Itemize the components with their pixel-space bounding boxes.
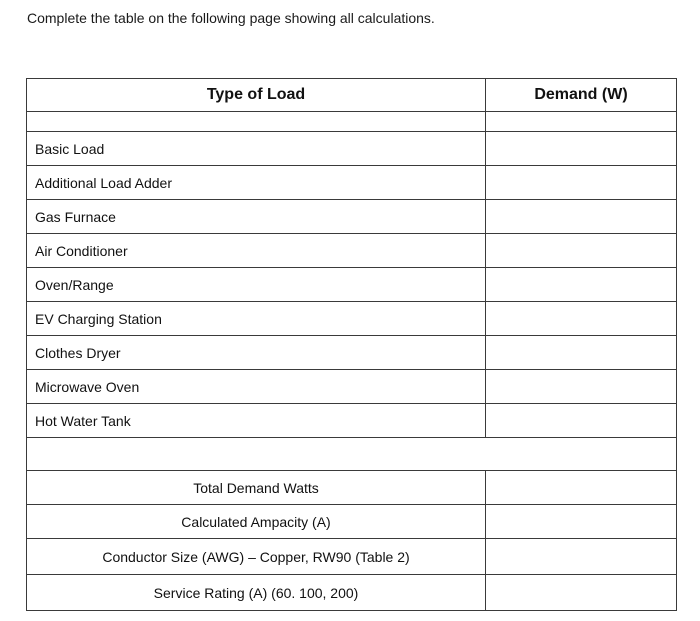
load-label: Basic Load (27, 132, 486, 166)
summary-input-cell[interactable] (486, 505, 677, 539)
type-of-load-header: Type of Load (27, 79, 486, 112)
blank-cell (27, 438, 677, 471)
spacer-cell (486, 112, 677, 132)
load-label: Oven/Range (27, 268, 486, 302)
load-label: Additional Load Adder (27, 166, 486, 200)
demand-input-cell[interactable] (486, 132, 677, 166)
summary-label: Conductor Size (AWG) – Copper, RW90 (Table 2) (27, 539, 486, 575)
load-label: Hot Water Tank (27, 404, 486, 438)
summary-input-cell[interactable] (486, 575, 677, 611)
spacer-cell (27, 112, 486, 132)
summary-row (27, 575, 677, 611)
load-label: EV Charging Station (27, 302, 486, 336)
instruction-text: Complete the table on the following page showing all calculations. (27, 10, 435, 26)
summary-label: Total Demand Watts (27, 471, 486, 505)
table-row (27, 132, 677, 166)
load-label: Gas Furnace (27, 200, 486, 234)
demand-header: Demand (W) (486, 79, 677, 112)
table-row (27, 370, 677, 404)
summary-row (27, 539, 677, 575)
table-row (27, 166, 677, 200)
demand-input-cell[interactable] (486, 404, 677, 438)
demand-input-cell[interactable] (486, 370, 677, 404)
demand-input-cell[interactable] (486, 166, 677, 200)
blank-row (27, 438, 677, 471)
table-row (27, 302, 677, 336)
table-row (27, 336, 677, 370)
load-label: Microwave Oven (27, 370, 486, 404)
spacer-row (27, 112, 677, 132)
table-row (27, 200, 677, 234)
summary-input-cell[interactable] (486, 539, 677, 575)
summary-row (27, 505, 677, 539)
table-header-row (27, 79, 677, 112)
table-row (27, 268, 677, 302)
demand-input-cell[interactable] (486, 336, 677, 370)
summary-row (27, 471, 677, 505)
summary-label: Service Rating (A) (60. 100, 200) (27, 575, 486, 611)
demand-input-cell[interactable] (486, 268, 677, 302)
demand-input-cell[interactable] (486, 234, 677, 268)
load-label: Clothes Dryer (27, 336, 486, 370)
summary-input-cell[interactable] (486, 471, 677, 505)
demand-input-cell[interactable] (486, 200, 677, 234)
load-calculation-table (26, 78, 677, 611)
table-row (27, 404, 677, 438)
table-row (27, 234, 677, 268)
demand-input-cell[interactable] (486, 302, 677, 336)
load-label: Air Conditioner (27, 234, 486, 268)
summary-label: Calculated Ampacity (A) (27, 505, 486, 539)
